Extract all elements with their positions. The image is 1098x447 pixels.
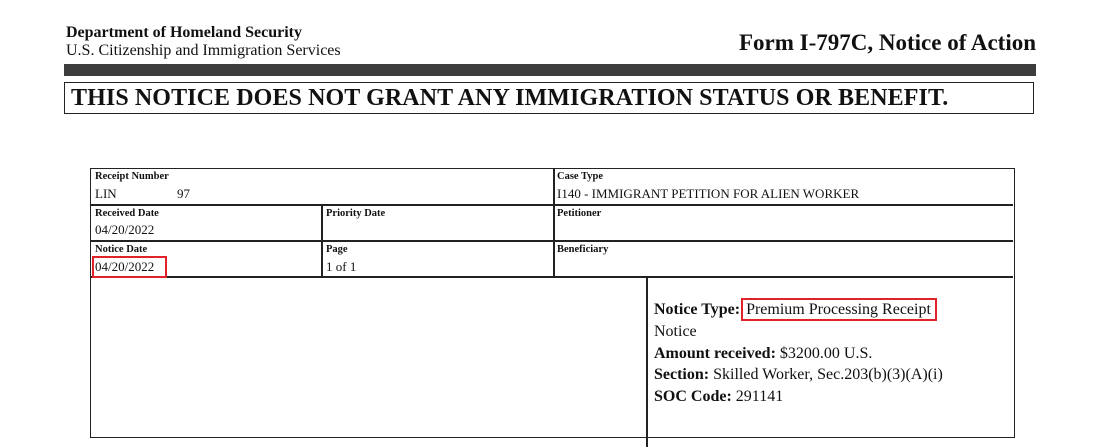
notice-date-value: 04/20/2022	[95, 259, 155, 274]
column-divider	[553, 169, 555, 277]
notice-details	[654, 298, 943, 407]
received-date-label: Received Date	[95, 208, 159, 219]
column-divider	[646, 277, 648, 447]
service-name: U.S. Citizenship and Immigration Services	[66, 42, 341, 59]
priority-date-label: Priority Date	[326, 208, 386, 219]
notice-type-label: Notice Type:	[654, 301, 741, 318]
section-label: Section:	[654, 366, 710, 383]
soc-row	[654, 386, 943, 408]
notice-type-value: Premium Processing Receipt	[741, 298, 937, 321]
case-type-label: Case Type	[557, 171, 603, 182]
notice-type-continued: Notice	[654, 323, 697, 340]
disclaimer-banner: THIS NOTICE DOES NOT GRANT ANY IMMIGRATION STATUS OR BENEFIT.	[64, 82, 1034, 114]
row-divider	[91, 204, 1013, 206]
soc-label: SOC Code:	[654, 387, 732, 405]
received-date-value: 04/20/2022	[95, 222, 155, 237]
notice-date-highlight	[92, 256, 167, 278]
amount-row	[654, 343, 943, 365]
header-rule	[64, 64, 1036, 76]
section-row	[654, 364, 943, 386]
agency-block	[66, 24, 341, 60]
page-value: 1 of 1	[326, 259, 357, 274]
case-type-value: I140 - IMMIGRANT PETITION FOR ALIEN WORKER	[557, 186, 860, 201]
petitioner-label: Petitioner	[557, 208, 602, 219]
amount-value: $3200.00 U.S.	[779, 344, 873, 362]
receipt-number-suffix: 97	[177, 186, 190, 201]
page-label: Page	[326, 244, 348, 255]
column-divider	[321, 205, 323, 277]
form-title: Form I-797C, Notice of Action	[738, 30, 1036, 55]
notice-type-row	[654, 298, 943, 321]
notice-date-label: Notice Date	[95, 244, 148, 255]
row-divider	[91, 276, 1013, 278]
beneficiary-label: Beneficiary	[557, 244, 609, 255]
row-divider	[91, 240, 1013, 242]
department-name: Department of Homeland Security	[66, 24, 302, 41]
soc-value: 291141	[735, 387, 784, 405]
receipt-number-label: Receipt Number	[95, 171, 169, 182]
amount-label: Amount received:	[654, 344, 776, 362]
receipt-number-prefix: LIN	[95, 186, 117, 201]
section-value: Skilled Worker, Sec.203(b)(3)(A)(i)	[713, 366, 943, 383]
